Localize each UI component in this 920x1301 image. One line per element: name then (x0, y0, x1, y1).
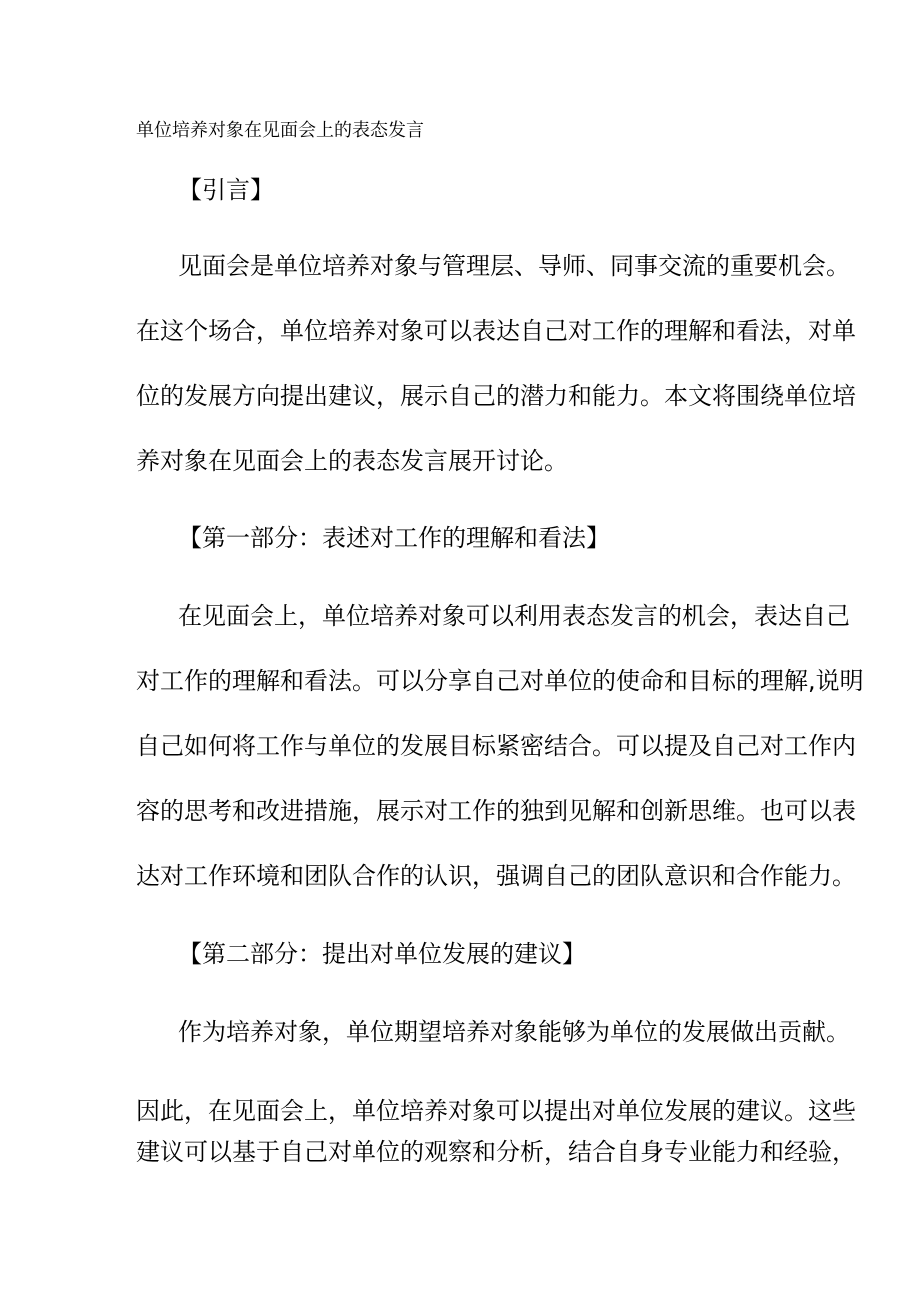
paragraph-line: 在这个场合，单位培养对象可以表达自己对工作的理解和看法，对单 (136, 317, 856, 345)
paragraph-line: 容的思考和改进措施，展示对工作的独到见解和创新思维。也可以表 (136, 797, 856, 825)
paragraph-line: 位的发展方向提出建议，展示自己的潜力和能力。本文将围绕单位培 (136, 382, 856, 410)
paragraph-line: 养对象在见面会上的表态发言展开讨论。 (136, 447, 568, 475)
section-heading-part2: 【第二部分：提出对单位发展的建议】 (178, 940, 586, 968)
paragraph-line: 因此，在见面会上，单位培养对象可以提出对单位发展的建议。这些 (136, 1097, 856, 1125)
paragraph-line: 达对工作环境和团队合作的认识，强调自己的团队意识和合作能力。 (136, 862, 856, 890)
intro-heading: 【引言】 (178, 176, 274, 204)
paragraph-line: 对工作的理解和看法。可以分享自己对单位的使命和目标的理解,说明 (136, 667, 864, 695)
paragraph-line: 建议可以基于自己对单位的观察和分析，结合自身专业能力和经验， (136, 1138, 856, 1166)
paragraph-line: 见面会是单位培养对象与管理层、导师、同事交流的重要机会。 (178, 252, 850, 280)
section-heading-part1: 【第一部分：表述对工作的理解和看法】 (178, 524, 610, 552)
paragraph-line: 自己如何将工作与单位的发展目标紧密结合。可以提及自己对工作内 (136, 732, 856, 760)
paragraph-line: 在见面会上，单位培养对象可以利用表态发言的机会，表达自己 (178, 602, 850, 630)
paragraph-line: 作为培养对象，单位期望培养对象能够为单位的发展做出贡献。 (178, 1018, 850, 1046)
document-title: 单位培养对象在见面会上的表态发言 (136, 120, 424, 141)
